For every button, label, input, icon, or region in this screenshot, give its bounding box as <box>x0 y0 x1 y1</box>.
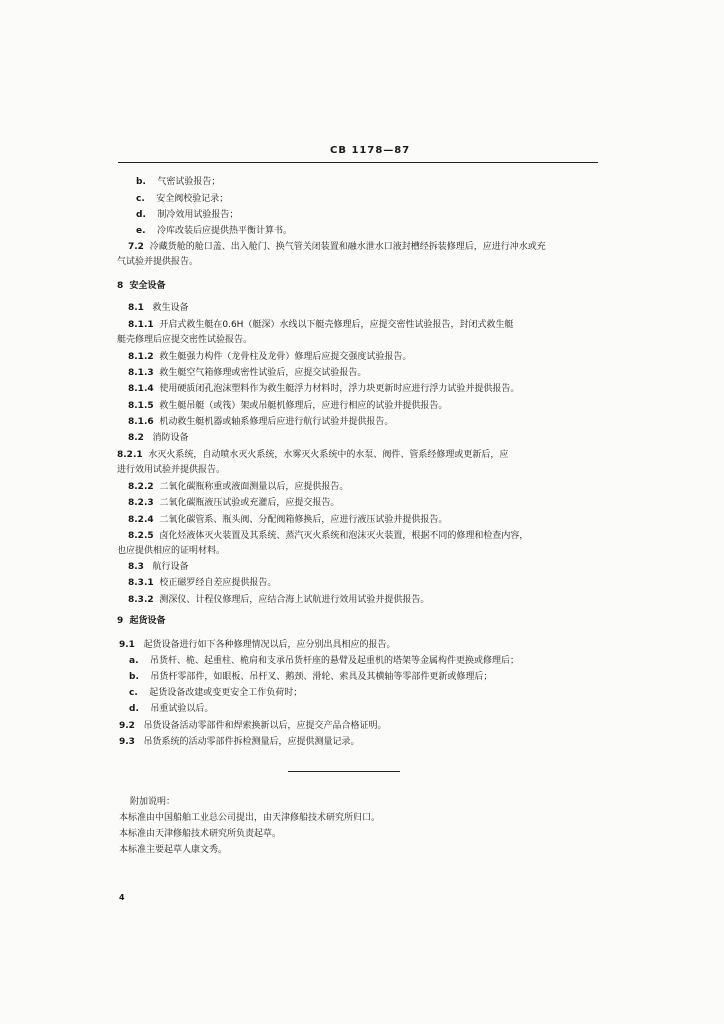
clause-text: 使用硬质闭孔泡沫塑料作为救生艇浮力材料时，浮力块更新时应进行浮力试验并提供报告。 <box>159 384 520 394</box>
clause-text: 起货设备进行如下各种修理情况以后，应分别出具相应的报告。 <box>143 640 396 650</box>
list-item-d <box>136 210 238 221</box>
clause-8-3-2 <box>128 595 429 606</box>
end-rule <box>288 771 400 772</box>
clause-8-1-1 <box>128 320 513 331</box>
clause-number: 8.2.1 <box>117 450 143 460</box>
clause-8-2-1 <box>117 450 508 461</box>
clause-number: 8.3.2 <box>128 595 154 605</box>
clause-text: 消防设备 <box>152 433 189 443</box>
list-item-a <box>129 656 519 667</box>
list-item-d <box>129 704 213 715</box>
clause-8-2-1-cont: 进行效用试验并提供报告。 <box>117 465 226 475</box>
clause-number: 8.3 <box>128 562 144 572</box>
list-item-b <box>136 177 220 188</box>
list-item-e <box>136 226 292 237</box>
list-item-c <box>136 194 228 205</box>
clause-7-2 <box>128 242 546 253</box>
section-number: 8 <box>117 281 124 291</box>
clause-8-2-3 <box>128 498 339 509</box>
page-number: 4 <box>119 893 125 902</box>
list-item-c <box>129 688 302 699</box>
clause-number: 8.2.2 <box>128 482 154 492</box>
clause-8-2-5 <box>128 531 528 542</box>
clause-number: 9.3 <box>119 737 135 747</box>
section-number: 9 <box>117 616 124 626</box>
clause-text: 卤化烃液体灭火装置及其系统、蒸汽灭火系统和泡沫灭火装置，根据不同的修理和检查内容， <box>159 531 529 541</box>
clause-text: 救生艇空气箱修理或密性试验后，应提交试验报告。 <box>159 368 367 378</box>
clause-number: 8.1.4 <box>128 384 154 394</box>
clause-text: 开启式救生艇在0.6H（艇深）水线以下艇壳修理后，应提交密性试验报告，封闭式救生艇 <box>159 320 514 330</box>
clause-number: 9.1 <box>119 640 135 650</box>
clause-number: 8.2.4 <box>128 515 154 525</box>
item-text: 安全阀校验记录； <box>156 194 229 204</box>
item-marker: a. <box>129 656 139 666</box>
item-marker: c. <box>136 194 145 204</box>
clause-8-3-1 <box>128 578 276 589</box>
item-text: 起货设备改建或变更安全工作负荷时； <box>149 688 303 698</box>
clause-text: 救生艇吊艇（或筏）架或吊艇机修理后，应进行相应的试验并提供报告。 <box>159 401 448 411</box>
clause-text: 吊货设备活动零部件和焊索换新以后，应提交产品合格证明。 <box>143 721 387 731</box>
item-marker: d. <box>129 704 139 714</box>
clause-8-1-5 <box>128 401 447 412</box>
item-text: 气密试验报告； <box>157 177 221 187</box>
clause-8-2-4 <box>128 515 447 526</box>
item-text: 吊货杆、桅、起重柱、桅肩和支承吊货杆座的悬臂及起重机的塔架等金属构件更换或修理后； <box>149 656 519 666</box>
clause-number: 8.1.1 <box>128 320 154 330</box>
clause-text: 救生设备 <box>152 303 189 313</box>
clause-8-1-1-cont: 艇壳修理后应提交密性试验报告。 <box>117 335 253 345</box>
clause-8-1-3 <box>128 368 366 379</box>
list-item-b <box>129 672 492 683</box>
additional-note: 本标准由天津修船技术研究所负责起草。 <box>119 829 282 839</box>
header-rule <box>118 162 598 163</box>
item-marker: b. <box>129 672 139 682</box>
clause-9-2 <box>119 721 387 732</box>
clause-text: 冷藏货舱的舱口盖、出入舱门、换气管关闭装置和融水泄水口液封槽经拆装修理后，应进行冲水或充 <box>149 242 546 252</box>
clause-7-2-cont: 气试验并提供报告。 <box>117 257 199 267</box>
clause-number: 8.3.1 <box>128 578 154 588</box>
clause-text: 救生艇强力构件（龙骨柱及龙骨）修理后应提交强度试验报告。 <box>159 352 412 362</box>
section-9-heading <box>117 616 166 627</box>
clause-number: 9.2 <box>119 721 135 731</box>
standard-code-header: CB 1178—87 <box>330 145 411 156</box>
clause-8-1-6 <box>128 417 393 428</box>
item-text: 冷库改装后应提供热平衡计算书。 <box>156 226 292 236</box>
clause-8-2-2 <box>128 482 348 493</box>
clause-number: 8.2.5 <box>128 531 154 541</box>
clause-number: 8.1.6 <box>128 417 154 427</box>
clause-number: 8.1.5 <box>128 401 154 411</box>
clause-text: 航行设备 <box>152 562 189 572</box>
item-text: 吊重试验以后。 <box>150 704 214 714</box>
clause-number: 8.2 <box>128 433 144 443</box>
clause-number: 7.2 <box>128 242 144 252</box>
clause-text: 二氧化碳瓶液压试验或充灌后，应提交报告。 <box>159 498 340 508</box>
item-text: 吊货杆零部件，如眼板、吊杆叉、鹅颈、滑轮、索具及其横轴等零部件更新或修理后； <box>150 672 493 682</box>
item-marker: e. <box>136 226 146 236</box>
clause-number: 8.1.3 <box>128 368 154 378</box>
additional-notes-heading: 附加说明： <box>130 797 176 807</box>
clause-8-3 <box>128 562 189 573</box>
clause-8-1 <box>128 303 189 314</box>
additional-note: 本标准由中国船舶工业总公司提出，由天津修船技术研究所归口。 <box>119 813 381 823</box>
clause-text: 二氧化碳管系、瓶头阀、分配阀箱修换后，应进行液压试验并提供报告。 <box>159 515 448 525</box>
clause-8-1-4 <box>128 384 519 395</box>
clause-9-3 <box>119 737 360 748</box>
clause-8-2 <box>128 433 189 444</box>
clause-text: 二氧化碳瓶称重或液面测量以后，应提供报告。 <box>159 482 349 492</box>
section-8-heading <box>117 281 166 292</box>
clause-number: 8.1.2 <box>128 352 154 362</box>
item-marker: d. <box>136 210 146 220</box>
clause-9-1 <box>119 640 396 651</box>
clause-text: 吊货系统的活动零部件拆检测量后，应提供测量记录。 <box>143 737 360 747</box>
clause-text: 校正磁罗经自差应提供报告。 <box>159 578 277 588</box>
clause-8-1-2 <box>128 352 411 363</box>
clause-text: 水灭火系统，自动喷水灭火系统，水雾灭火系统中的水泵、阀件、管系经修理或更新后，应 <box>148 450 509 460</box>
clause-number: 8.1 <box>128 303 144 313</box>
clause-text: 机动救生艇机器或轴系修理后应进行航行试验并提供报告。 <box>159 417 394 427</box>
additional-note: 本标准主要起草人康文秀。 <box>119 845 228 855</box>
section-title: 安全设备 <box>129 281 166 291</box>
item-marker: b. <box>136 177 146 187</box>
item-text: 制冷效用试验报告； <box>157 210 239 220</box>
clause-text: 测深仪、计程仪修理后，应结合海上试航进行效用试验并提供报告。 <box>159 595 430 605</box>
clause-8-2-5-cont: 也应提供相应的证明材料。 <box>117 546 226 556</box>
clause-number: 8.2.3 <box>128 498 154 508</box>
section-title: 起货设备 <box>129 616 166 626</box>
item-marker: c. <box>129 688 138 698</box>
